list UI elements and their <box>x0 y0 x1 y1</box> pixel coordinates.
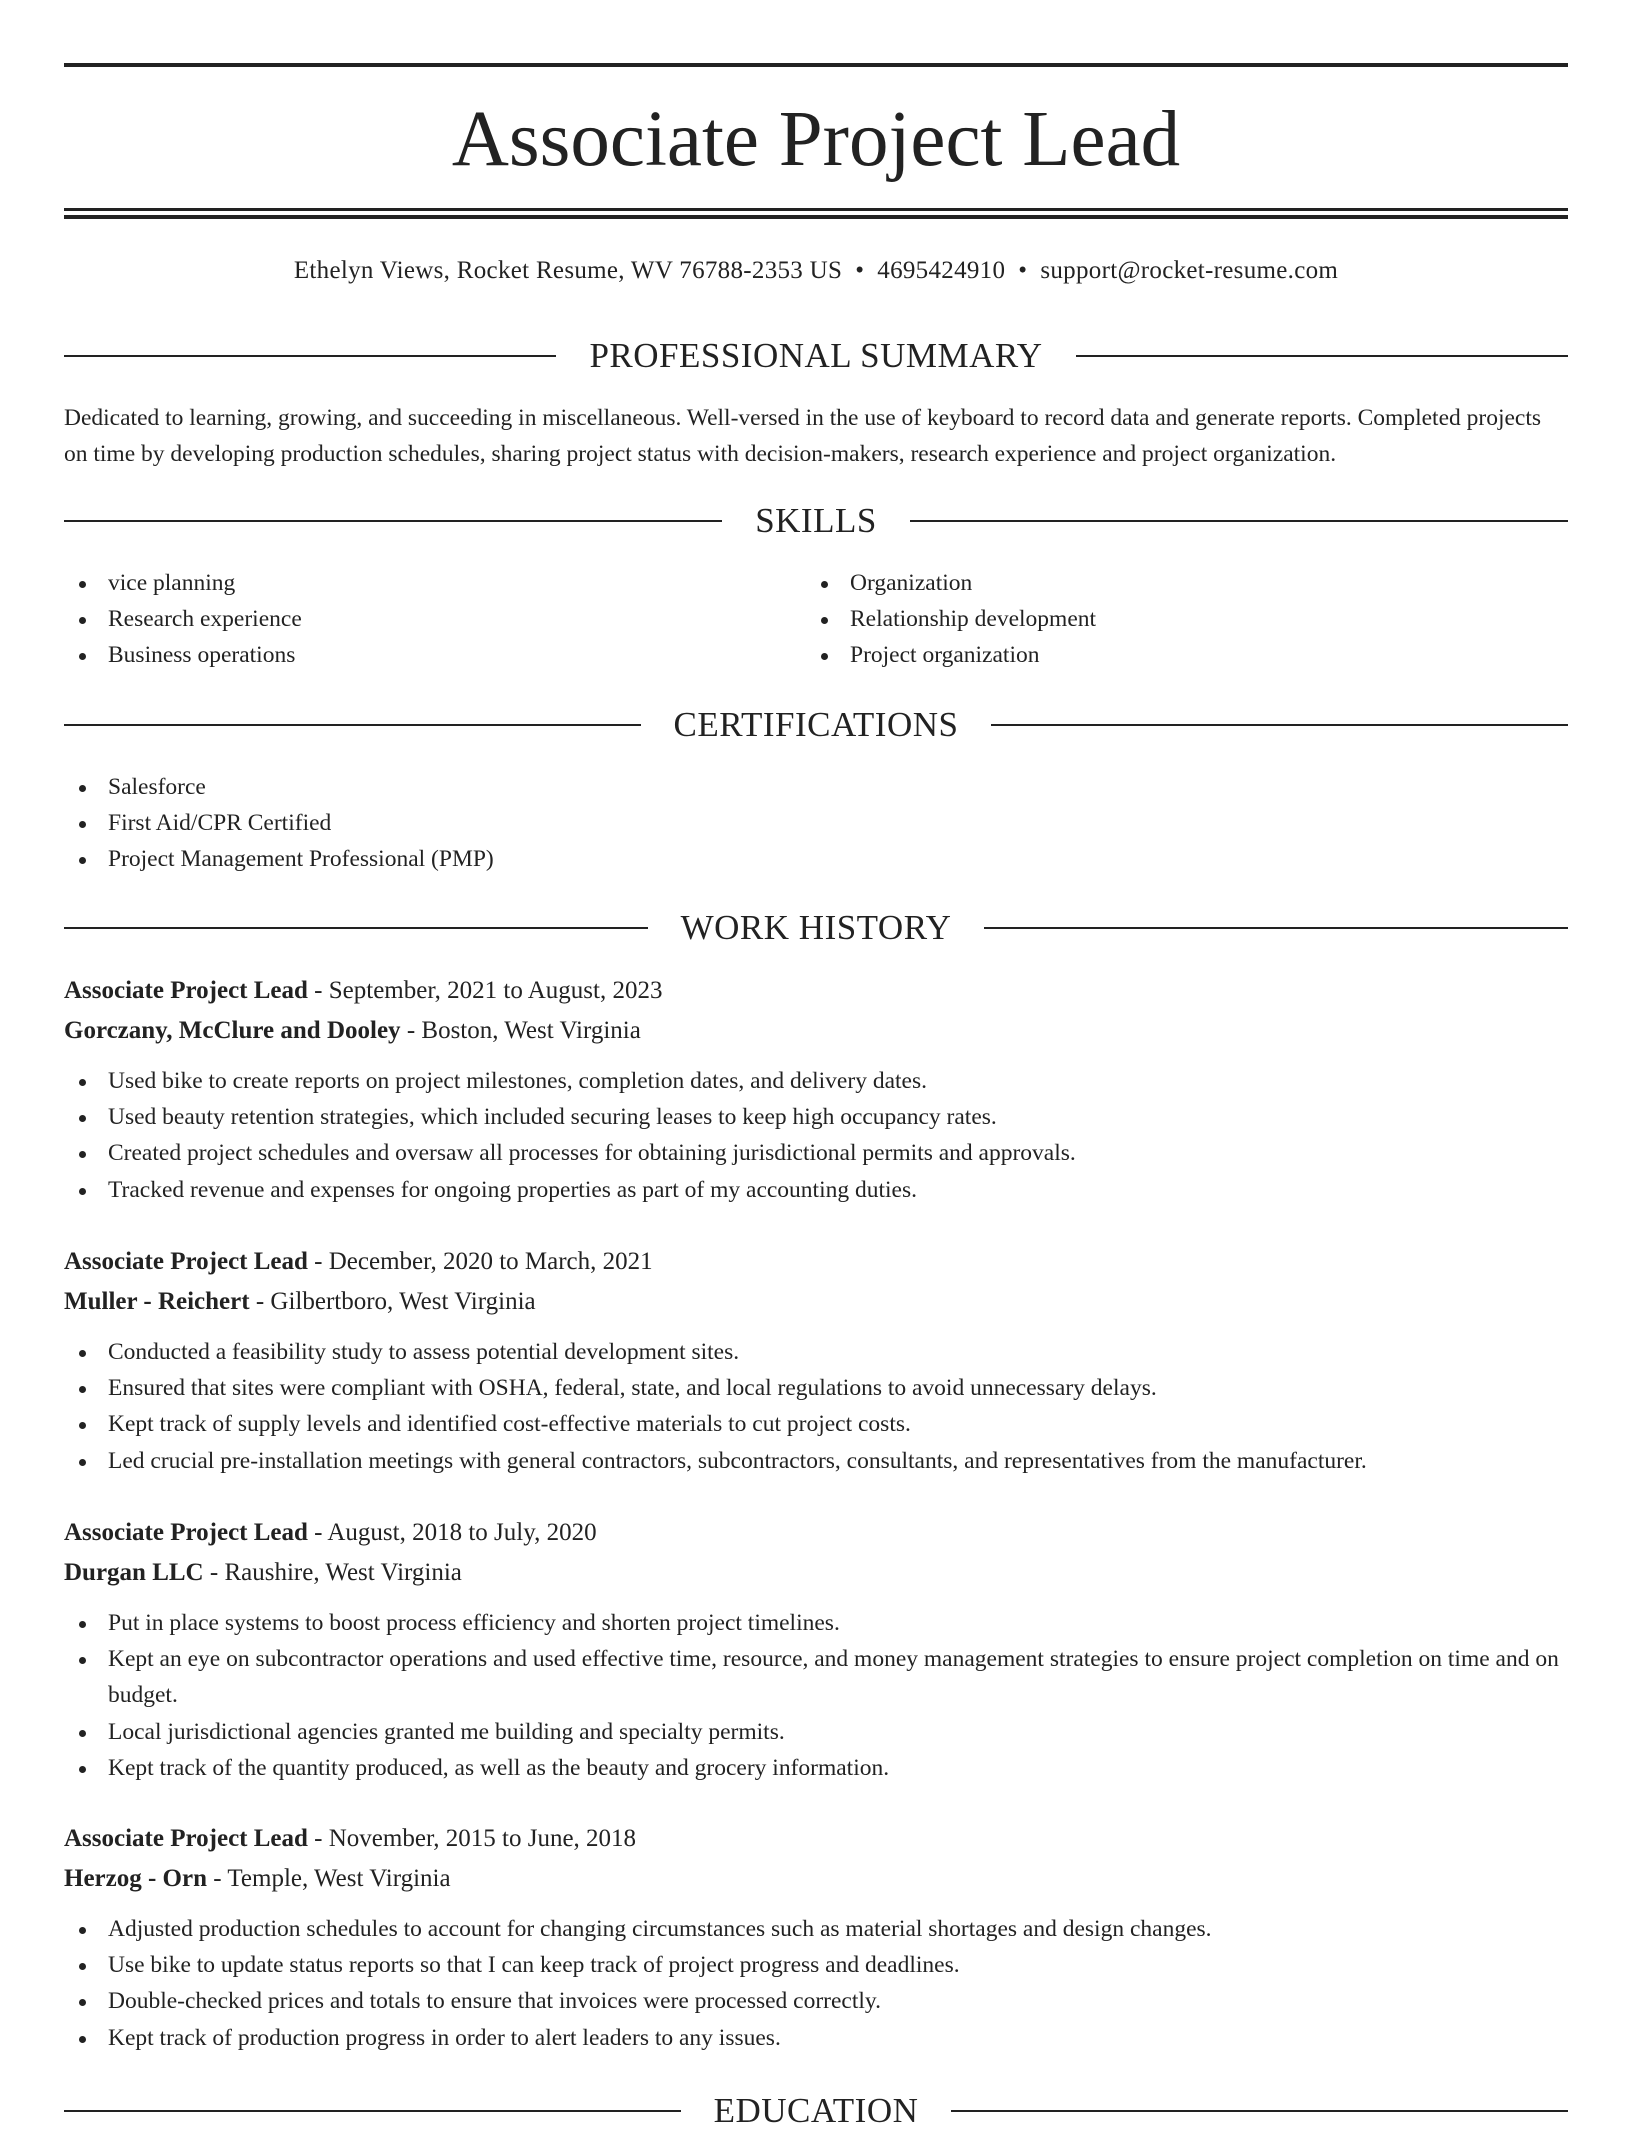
job-duty: Put in place systems to boost process efficiency and shorten project timelines. <box>64 1605 1568 1641</box>
job-duty: Kept track of supply levels and identified cost-effective materials to cut project costs. <box>64 1406 1568 1442</box>
job-duty: Used beauty retention strategies, which included securing leases to keep high occupancy rates. <box>64 1099 1568 1135</box>
skills-column-right <box>806 565 1506 674</box>
job-dates: - September, 2021 to August, 2023 <box>307 977 663 1004</box>
certification-item: Project Management Professional (PMP) <box>64 841 1568 877</box>
job-duty: Kept track of production progress in order to alert leaders to any issues. <box>64 2020 1568 2056</box>
contact-phone: 4695424910 <box>877 257 1006 284</box>
skill-item: Business operations <box>64 637 764 673</box>
job-entry <box>64 1513 1568 1786</box>
job-role-line <box>64 1819 1568 1859</box>
heading-rule-right <box>984 927 1568 929</box>
job-duty: Kept track of the quantity produced, as well as the beauty and grocery information. <box>64 1750 1568 1786</box>
job-company: Muller - Reichert <box>64 1288 250 1315</box>
heading-rule-right <box>1076 355 1568 357</box>
resume-title: Associate Project Lead <box>451 96 1181 183</box>
skills-title: SKILLS <box>755 501 877 540</box>
contact-separator: • <box>1018 257 1028 284</box>
job-location: - Temple, West Virginia <box>207 1865 451 1892</box>
skill-item: Research experience <box>64 601 764 637</box>
job-location: - Raushire, West Virginia <box>203 1559 462 1586</box>
job-duty: Use bike to update status reports so that I can keep track of project progress and deadlines. <box>64 1947 1568 1983</box>
job-role-line <box>64 971 1568 1011</box>
heading-rule-right <box>991 724 1568 726</box>
job-dates: - December, 2020 to March, 2021 <box>307 1248 653 1275</box>
job-entry <box>64 1242 1568 1479</box>
job-role: Associate Project Lead <box>64 1519 308 1546</box>
contact-line <box>64 255 1568 287</box>
job-duty: Conducted a feasibility study to assess potential development sites. <box>64 1334 1568 1370</box>
header-rule-upper <box>64 208 1568 211</box>
job-duty: Ensured that sites were compliant with OSHA, federal, state, and local regulations to avoid unnecessary delays. <box>64 1370 1568 1406</box>
contact-separator: • <box>855 257 865 284</box>
work-history-title: WORK HISTORY <box>680 908 952 947</box>
job-company-line <box>64 1859 1568 1899</box>
skill-item: Organization <box>806 565 1506 601</box>
education-title: EDUCATION <box>713 2091 919 2130</box>
job-company: Herzog - Orn <box>64 1865 208 1892</box>
job-company: Gorczany, McClure and Dooley <box>64 1017 401 1044</box>
job-duty: Tracked revenue and expenses for ongoing properties as part of my accounting duties. <box>64 1172 1568 1208</box>
job-duty: Double-checked prices and totals to ensure that invoices were processed correctly. <box>64 1983 1568 2019</box>
certifications-section-heading <box>64 703 1568 747</box>
certification-item: First Aid/CPR Certified <box>64 805 1568 841</box>
job-duty: Used bike to create reports on project milestones, completion dates, and delivery dates. <box>64 1063 1568 1099</box>
job-dates: - November, 2015 to June, 2018 <box>307 1825 637 1852</box>
top-rule <box>64 63 1568 67</box>
heading-rule-right <box>910 520 1568 522</box>
job-duty: Kept an eye on subcontractor operations and used effective time, resource, and money management strategies to ensure project completion on time and on budget. <box>64 1641 1568 1713</box>
header-rule-lower <box>64 215 1568 219</box>
job-company-line <box>64 1282 1568 1322</box>
certifications-title: CERTIFICATIONS <box>673 705 959 744</box>
job-duty: Created project schedules and oversaw all processes for obtaining jurisdictional permits and approvals. <box>64 1135 1568 1171</box>
job-duty: Local jurisdictional agencies granted me building and specialty permits. <box>64 1714 1568 1750</box>
certifications-list <box>64 769 1568 878</box>
work-history-section-heading <box>64 906 1568 950</box>
job-company-line <box>64 1553 1568 1593</box>
job-location: - Gilbertboro, West Virginia <box>249 1288 536 1315</box>
job-entry <box>64 1819 1568 2056</box>
summary-text: Dedicated to learning, growing, and succeeding in miscellaneous. Well-versed in the use of keyboard to record data and generate reports. Completed projects on time by developing production schedules, sharing project status with decision-makers, research experience and project organization. <box>64 405 1542 467</box>
skill-item: vice planning <box>64 565 764 601</box>
skills-section-heading <box>64 499 1568 543</box>
skill-item: Relationship development <box>806 601 1506 637</box>
education-section-heading <box>64 2089 1568 2133</box>
heading-rule-left <box>64 520 722 522</box>
job-role-line <box>64 1513 1568 1553</box>
job-role-line <box>64 1242 1568 1282</box>
summary-title: PROFESSIONAL SUMMARY <box>589 336 1043 375</box>
skills-column-left <box>64 565 764 674</box>
job-role: Associate Project Lead <box>64 1248 308 1275</box>
heading-rule-left <box>64 355 556 357</box>
job-location: - Boston, West Virginia <box>400 1017 641 1044</box>
heading-rule-left <box>64 927 648 929</box>
job-dates: - August, 2018 to July, 2020 <box>307 1519 597 1546</box>
job-duty: Adjusted production schedules to account for changing circumstances such as material shortages and design changes. <box>64 1911 1568 1947</box>
job-role: Associate Project Lead <box>64 1825 308 1852</box>
contact-email: support@rocket-resume.com <box>1040 257 1339 284</box>
certification-item: Salesforce <box>64 769 1568 805</box>
skill-item: Project organization <box>806 637 1506 673</box>
job-role: Associate Project Lead <box>64 977 308 1004</box>
job-duty: Led crucial pre-installation meetings with general contractors, subcontractors, consultants, and representatives from the manufacturer. <box>64 1443 1568 1479</box>
job-entry <box>64 971 1568 1208</box>
job-company: Durgan LLC <box>64 1559 204 1586</box>
contact-address: Ethelyn Views, Rocket Resume, WV 76788-2353 US <box>293 257 843 284</box>
summary-section-heading <box>64 334 1568 378</box>
job-company-line <box>64 1011 1568 1051</box>
heading-rule-left <box>64 724 641 726</box>
